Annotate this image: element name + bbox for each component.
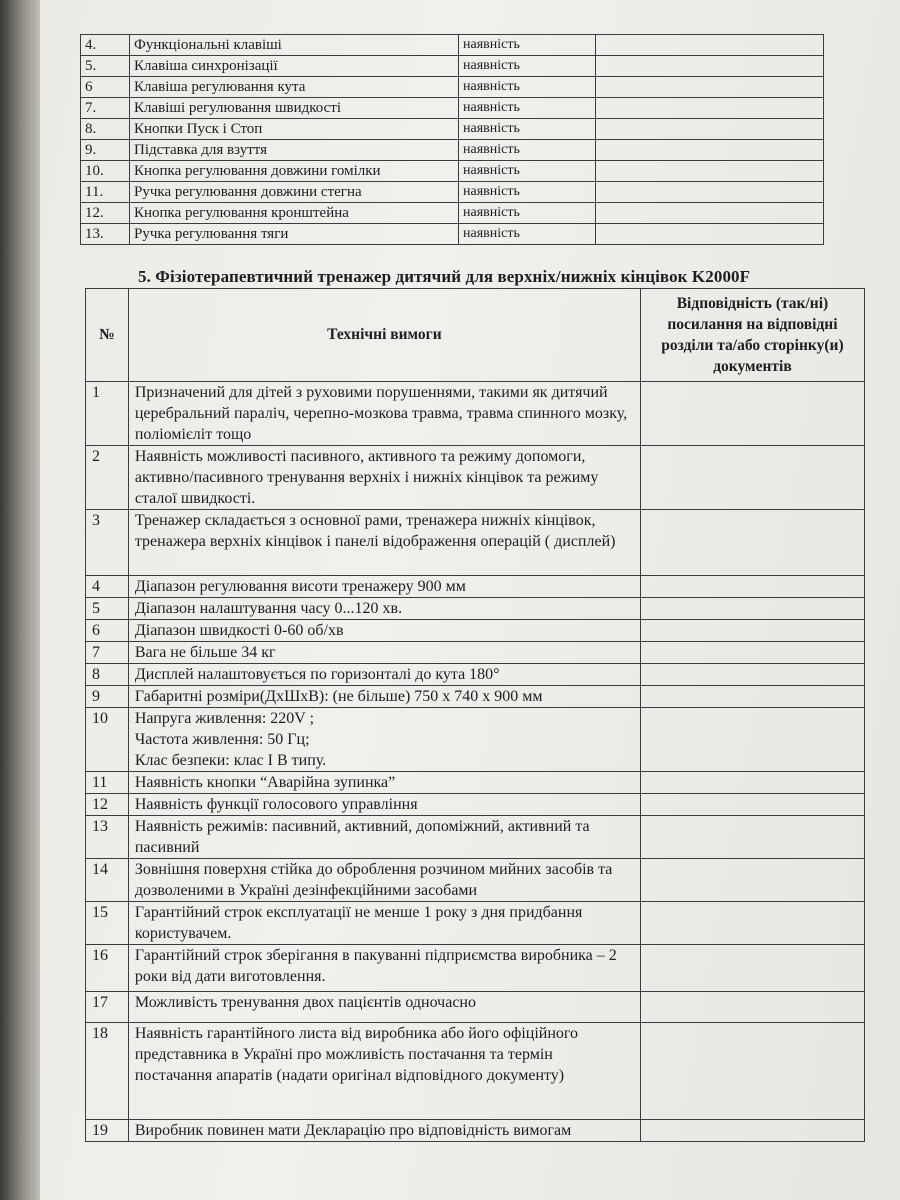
row-number: 6 [81, 77, 130, 98]
requirement-number: 9 [86, 686, 129, 708]
requirement-number: 12 [86, 794, 129, 816]
table-row [86, 992, 865, 1023]
requirement-number: 3 [86, 510, 129, 576]
table-row [81, 182, 824, 203]
correspondence-cell [640, 446, 864, 510]
requirement-text: Наявність гарантійного листа від виробника або його офіційного представника в Україні про можливість постачання та термін постачання апаратів (надати оригінал відповідного документу) [128, 1023, 640, 1120]
component-list-body [81, 35, 824, 245]
table-row [86, 902, 865, 945]
requirement-text: Діапазон налаштування часу 0...120 хв. [128, 598, 640, 620]
requirement-text: Наявність функції голосового управління [128, 794, 640, 816]
table-row [81, 56, 824, 77]
requirement-text: Вага не більше 34 кг [128, 642, 640, 664]
component-name: Клавіші регулювання швидкості [130, 98, 459, 119]
row-number: 12. [81, 203, 130, 224]
requirement-text: Гарантійний строк експлуатації не менше 1 року з дня придбання користувачем. [128, 902, 640, 945]
table-row [86, 382, 865, 446]
table-row [81, 77, 824, 98]
component-value: наявність [459, 224, 596, 245]
component-value: наявність [459, 77, 596, 98]
component-name: Підставка для взуття [130, 140, 459, 161]
table-row [86, 708, 865, 772]
response-cell [596, 98, 824, 119]
response-cell [596, 77, 824, 98]
header-row [86, 289, 865, 382]
requirement-number: 6 [86, 620, 129, 642]
component-name: Ручка регулювання тяги [130, 224, 459, 245]
table-row [86, 446, 865, 510]
table-row [86, 1120, 865, 1142]
header-number: № [86, 289, 129, 382]
requirement-number: 15 [86, 902, 129, 945]
correspondence-cell [640, 382, 864, 446]
requirement-text: Діапазон швидкості 0-60 об/хв [128, 620, 640, 642]
table-row [81, 35, 824, 56]
row-number: 5. [81, 56, 130, 77]
correspondence-cell [640, 620, 864, 642]
requirement-text: Габаритні розміри(ДхШхВ): (не більше) 750 х 740 х 900 мм [128, 686, 640, 708]
table-row [86, 686, 865, 708]
component-value: наявність [459, 140, 596, 161]
requirement-text: Виробник повинен мати Декларацію про відповідність вимогам [128, 1120, 640, 1142]
section-title: 5. Фізіотерапевтичний тренажер дитячий для верхніх/нижніх кінцівок K2000F [138, 267, 751, 286]
requirement-text: Наявність кнопки “Аварійна зупинка” [128, 772, 640, 794]
table-row [86, 794, 865, 816]
component-value: наявність [459, 182, 596, 203]
table-row [81, 140, 824, 161]
table-row [81, 203, 824, 224]
row-number: 7. [81, 98, 130, 119]
component-value: наявність [459, 161, 596, 182]
correspondence-cell [640, 664, 864, 686]
requirement-text: Тренажер складається з основної рами, тренажера нижніх кінцівок, тренажера верхніх кінцівок і панелі відображення операцій ( дисплей) [128, 510, 640, 576]
correspondence-cell [640, 1023, 864, 1120]
table-row [86, 859, 865, 902]
table-row [86, 642, 865, 664]
response-cell [596, 161, 824, 182]
table-row [81, 119, 824, 140]
correspondence-cell [640, 598, 864, 620]
correspondence-cell [640, 816, 864, 859]
requirement-text: Наявність режимів: пасивний, активний, допоміжний, активний та пасивний [128, 816, 640, 859]
requirement-text: Гарантійний строк зберігання в пакуванні підприємства виробника – 2 роки від дати виготовлення. [128, 945, 640, 992]
component-value: наявність [459, 98, 596, 119]
requirement-number: 5 [86, 598, 129, 620]
row-number: 8. [81, 119, 130, 140]
component-value: наявність [459, 203, 596, 224]
component-value: наявність [459, 119, 596, 140]
response-cell [596, 119, 824, 140]
row-number: 4. [81, 35, 130, 56]
component-name: Клавіша регулювання кута [130, 77, 459, 98]
correspondence-cell [640, 859, 864, 902]
requirement-number: 10 [86, 708, 129, 772]
correspondence-cell [640, 794, 864, 816]
correspondence-cell [640, 642, 864, 664]
response-cell [596, 35, 824, 56]
correspondence-cell [640, 686, 864, 708]
table-row [86, 664, 865, 686]
technical-requirements-table [85, 288, 865, 1142]
requirement-number: 7 [86, 642, 129, 664]
requirement-number: 1 [86, 382, 129, 446]
table-row [86, 945, 865, 992]
response-cell [596, 182, 824, 203]
table-row [86, 1023, 865, 1120]
correspondence-cell [640, 902, 864, 945]
table-row [86, 598, 865, 620]
correspondence-cell [640, 510, 864, 576]
correspondence-cell [640, 708, 864, 772]
correspondence-cell [640, 992, 864, 1023]
requirement-number: 4 [86, 576, 129, 598]
requirement-number: 14 [86, 859, 129, 902]
table-row [86, 576, 865, 598]
table-row [86, 772, 865, 794]
requirement-number: 17 [86, 992, 129, 1023]
requirement-text: Можливість тренування двох пацієнтів одночасно [128, 992, 640, 1023]
header-requirements: Технічні вимоги [128, 289, 640, 382]
component-name: Ручка регулювання довжини стегна [130, 182, 459, 203]
requirement-number: 16 [86, 945, 129, 992]
requirement-number: 2 [86, 446, 129, 510]
component-name: Клавіша синхронізації [130, 56, 459, 77]
requirement-text: Діапазон регулювання висоти тренажеру 900 мм [128, 576, 640, 598]
header-correspondence: Відповідність (так/ні) посилання на відповідні розділи та/або сторінку(и) документів [640, 289, 864, 382]
row-number: 11. [81, 182, 130, 203]
requirement-text: Дисплей налаштовується по горизонталі до кута 180° [128, 664, 640, 686]
response-cell [596, 224, 824, 245]
table-row [81, 161, 824, 182]
component-name: Кнопка регулювання довжини гомілки [130, 161, 459, 182]
requirement-text: Призначений для дітей з руховими порушеннями, такими як дитячий церебральний параліч, черепно-мозкова травма, травма спинного мозку, поліомієліт тощо [128, 382, 640, 446]
requirement-text: Зовнішня поверхня стійка до оброблення розчином мийних засобів та дозволеними в Україні дезінфекційними засобами [128, 859, 640, 902]
requirement-text: Напруга живлення: 220V ; Частота живлення: 50 Гц; Клас безпеки: клас I В типу. [128, 708, 640, 772]
requirement-text: Наявність можливості пасивного, активного та режиму допомоги, активно/пасивного тренування верхніх і нижніх кінцівок та режиму сталої швидкості. [128, 446, 640, 510]
response-cell [596, 56, 824, 77]
requirement-number: 11 [86, 772, 129, 794]
correspondence-cell [640, 1120, 864, 1142]
table-row [81, 98, 824, 119]
row-number: 13. [81, 224, 130, 245]
requirements-body [86, 382, 865, 1142]
requirement-number: 19 [86, 1120, 129, 1142]
correspondence-cell [640, 772, 864, 794]
table-row [86, 620, 865, 642]
component-value: наявність [459, 35, 596, 56]
requirement-number: 18 [86, 1023, 129, 1120]
row-number: 10. [81, 161, 130, 182]
table-row [81, 224, 824, 245]
component-value: наявність [459, 56, 596, 77]
requirement-number: 13 [86, 816, 129, 859]
component-name: Кнопки Пуск і Стоп [130, 119, 459, 140]
requirement-number: 8 [86, 664, 129, 686]
table-row [86, 816, 865, 859]
response-cell [596, 140, 824, 161]
correspondence-cell [640, 576, 864, 598]
table-row [86, 510, 865, 576]
component-name: Кнопка регулювання кронштейна [130, 203, 459, 224]
component-list-table [80, 34, 824, 245]
response-cell [596, 203, 824, 224]
correspondence-cell [640, 945, 864, 992]
component-name: Функціональні клавіші [130, 35, 459, 56]
row-number: 9. [81, 140, 130, 161]
